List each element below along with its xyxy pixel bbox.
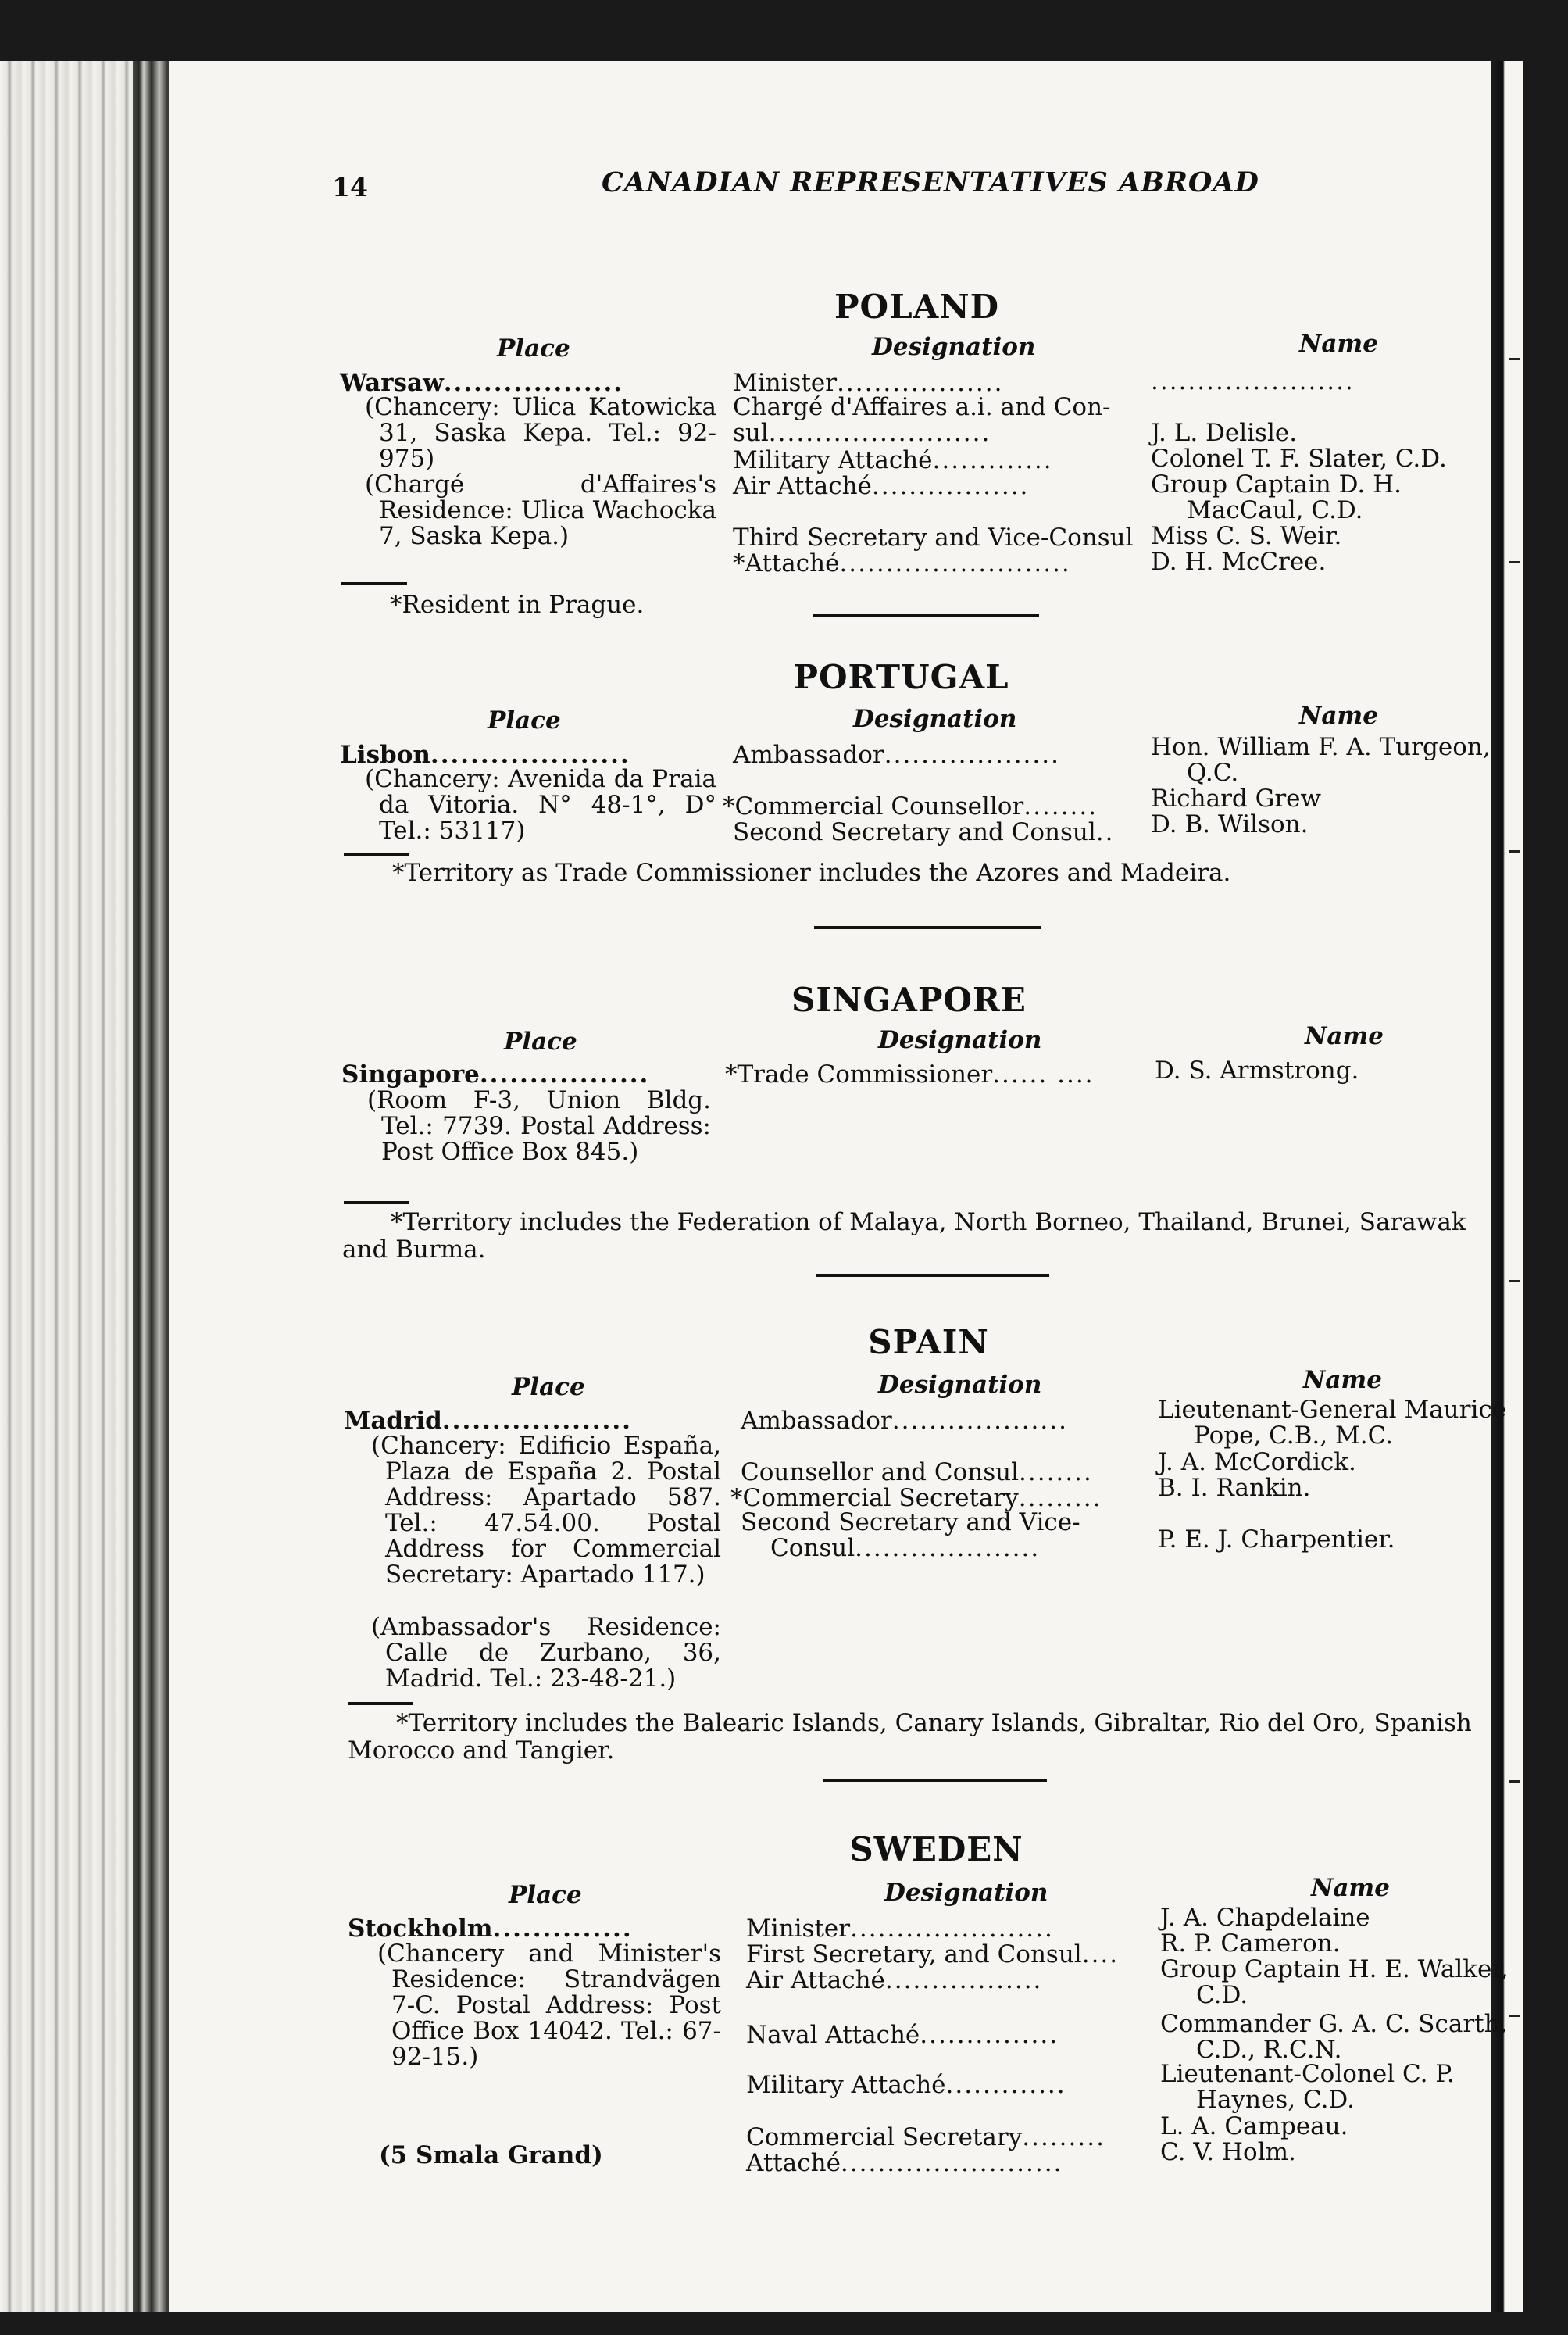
running-title: CANADIAN REPRESENTATIVES ABROAD — [602, 166, 1259, 198]
section-divider — [823, 1779, 1047, 1782]
section-divider — [814, 926, 1041, 929]
designation-spain-counsellor: Counsellor and Consul........ — [741, 1458, 1093, 1486]
designation-sweden-naval-attache: Naval Attaché............... — [746, 2021, 1059, 2049]
place-warsaw: Warsaw.................. — [340, 369, 624, 397]
column-heading-name: Name — [1311, 1874, 1390, 1902]
name-spain-second-secretary: P. E. J. Charpentier. — [1158, 1525, 1395, 1554]
footnote-singapore: *Territory includes the Federation of Malaya, North Borneo, Thailand, Brunei, Sarawak and Burma. — [342, 1208, 1466, 1264]
place-detail-warsaw-chancery: (Chancery: Ulica Katowicka 31, Saska Kepa. Tel.: 92-975) — [365, 393, 716, 473]
column-heading-designation: Designation — [872, 333, 1036, 361]
column-heading-place: Place — [504, 1028, 577, 1056]
designation-singapore-trade-commissioner: *Trade Commissioner...... .... — [725, 1060, 1095, 1089]
footnote-portugal: *Territory as Trade Commissioner includes the Azores and Madeira. — [392, 859, 1231, 887]
column-heading-name: Name — [1299, 702, 1378, 730]
footnote-rule — [341, 582, 407, 585]
name-poland-military-attache: Colonel T. F. Slater, C.D. — [1151, 445, 1447, 473]
name-portugal-commercial-counsellor: Richard Grew — [1151, 785, 1322, 813]
designation-portugal-ambassador: Ambassador................... — [733, 741, 1060, 769]
designation-poland-attache: *Attaché......................... — [733, 549, 1071, 577]
footnote-rule — [344, 1201, 409, 1204]
designation-sweden-air-attache: Air Attaché................. — [746, 1966, 1043, 1994]
name-poland-third-secretary: Miss C. S. Weir. — [1151, 522, 1342, 550]
designation-portugal-second-secretary: Second Secretary and Consul.. — [733, 818, 1115, 846]
place-lisbon: Lisbon.................... — [340, 741, 630, 769]
column-heading-name: Name — [1299, 330, 1378, 358]
place-detail-warsaw-residence: (Chargé d'Affaires's Residence: Ulica Wachocka 7, Saska Kepa.) — [365, 470, 716, 550]
designation-spain-second-secretary: Second Secretary and Vice- Consul.................... — [741, 1508, 1080, 1562]
section-divider — [813, 614, 1039, 617]
name-spain-counsellor: J. A. McCordick. — [1158, 1448, 1356, 1476]
designation-poland-charge: Chargé d'Affaires a.i. and Con- sul........................ — [733, 393, 1111, 447]
place-detail-singapore: (Room F-3, Union Bldg. Tel.: 7739. Postal Address: Post Office Box 845.) — [367, 1086, 711, 1166]
place-detail-madrid-residence: (Ambassador's Residence: Calle de Zurbano, 36, Madrid. Tel.: 23-48-21.) — [371, 1613, 721, 1693]
name-sweden-air-attache: Group Captain H. E. Walker, C.D. — [1160, 1955, 1509, 2009]
name-singapore-trade-commissioner: D. S. Armstrong. — [1155, 1057, 1359, 1085]
place-detail-stockholm: (Chancery and Minister's Residence: Strandvägen 7-C. Postal Address: Post Office Box 14042. Tel.: 67-92-15.) — [377, 1940, 721, 2071]
column-heading-designation: Designation — [884, 1879, 1048, 1907]
column-heading-place: Place — [512, 1373, 585, 1401]
footnote-rule — [348, 1702, 413, 1705]
binding-edge — [133, 61, 169, 2312]
column-heading-name: Name — [1305, 1022, 1384, 1050]
section-title-portugal: PORTUGAL — [793, 658, 1009, 696]
footnote-poland: *Resident in Prague. — [390, 591, 645, 619]
place-detail-madrid-chancery: (Chancery: Edificio España, Plaza de España 2. Postal Address: Apartado 587. Tel.: 47.54.00. Postal Address for Commercial Secretary: Apartado 117.) — [371, 1432, 721, 1589]
name-poland-air-attache: Group Captain D. H. MacCaul, C.D. — [1151, 470, 1402, 524]
footnote-rule — [344, 853, 409, 856]
name-sweden-first-secretary: R. P. Cameron. — [1160, 1929, 1341, 1958]
name-sweden-attache: C. V. Holm. — [1160, 2138, 1296, 2166]
place-madrid: Madrid................... — [344, 1407, 632, 1435]
name-portugal-second-secretary: D. B. Wilson. — [1151, 810, 1309, 839]
name-poland-minister: ...................... — [1151, 367, 1355, 395]
name-sweden-naval-attache: Commander G. A. C. Scarth, C.D., R.C.N. — [1160, 2010, 1508, 2064]
name-spain-commercial-secretary: B. I. Rankin. — [1158, 1474, 1311, 1502]
section-title-sweden: SWEDEN — [849, 1830, 1023, 1868]
page-number: 14 — [332, 172, 368, 202]
designation-poland-minister: Minister.................. — [733, 369, 1004, 397]
place-singapore: Singapore................. — [341, 1060, 650, 1089]
designation-portugal-commercial-counsellor: *Commercial Counsellor........ — [723, 792, 1098, 821]
name-portugal-ambassador: Hon. William F. A. Turgeon, Q.C. — [1151, 733, 1491, 787]
designation-poland-air-attache: Air Attaché................. — [733, 472, 1030, 500]
name-sweden-commercial-secretary: L. A. Campeau. — [1160, 2112, 1348, 2140]
section-title-spain: SPAIN — [868, 1323, 989, 1361]
section-title-poland: POLAND — [834, 288, 1000, 326]
column-heading-place: Place — [509, 1881, 582, 1909]
designation-sweden-military-attache: Military Attaché............. — [746, 2071, 1066, 2099]
designation-sweden-commercial-secretary: Commercial Secretary......... — [746, 2123, 1105, 2151]
name-sweden-military-attache: Lieutenant-Colonel C. P. Haynes, C.D. — [1160, 2060, 1455, 2114]
column-heading-designation: Designation — [853, 705, 1017, 733]
designation-sweden-attache: Attaché........................ — [746, 2149, 1063, 2177]
designation-poland-military-attache: Military Attaché............. — [733, 446, 1053, 474]
name-spain-ambassador: Lieutenant-General Maurice Pope, C.B., M.C. — [1158, 1396, 1507, 1450]
name-poland-attache: D. H. McCree. — [1151, 548, 1327, 576]
place-detail-lisbon-chancery: (Chancery: Avenida da Praia da Vitoria. N° 48-1°, D° Tel.: 53117) — [365, 765, 716, 845]
designation-sweden-minister: Minister...................... — [746, 1915, 1054, 1943]
designation-spain-ambassador: Ambassador................... — [741, 1407, 1068, 1435]
place-note-stockholm: (5 Smala Grand) — [379, 2141, 603, 2169]
footnote-spain: *Territory includes the Balearic Islands, Canary Islands, Gibraltar, Rio del Oro, Spanish Morocco and Tangier. — [348, 1709, 1472, 1765]
designation-poland-third-secretary: Third Secretary and Vice-Consul — [733, 524, 1134, 552]
column-heading-designation: Designation — [878, 1371, 1042, 1399]
column-heading-place: Place — [497, 334, 570, 363]
column-heading-place: Place — [488, 706, 561, 735]
column-heading-name: Name — [1303, 1366, 1382, 1394]
section-divider — [816, 1274, 1049, 1277]
designation-sweden-first-secretary: First Secretary, and Consul.... — [746, 1940, 1120, 1968]
place-stockholm: Stockholm.............. — [348, 1915, 633, 1943]
designation-spain-commercial-secretary: *Commercial Secretary......... — [730, 1484, 1102, 1512]
name-sweden-minister: J. A. Chapdelaine — [1160, 1904, 1370, 1932]
column-heading-designation: Designation — [878, 1026, 1042, 1054]
name-poland-charge: J. L. Delisle. — [1151, 419, 1298, 447]
section-title-singapore: SINGAPORE — [791, 981, 1027, 1019]
